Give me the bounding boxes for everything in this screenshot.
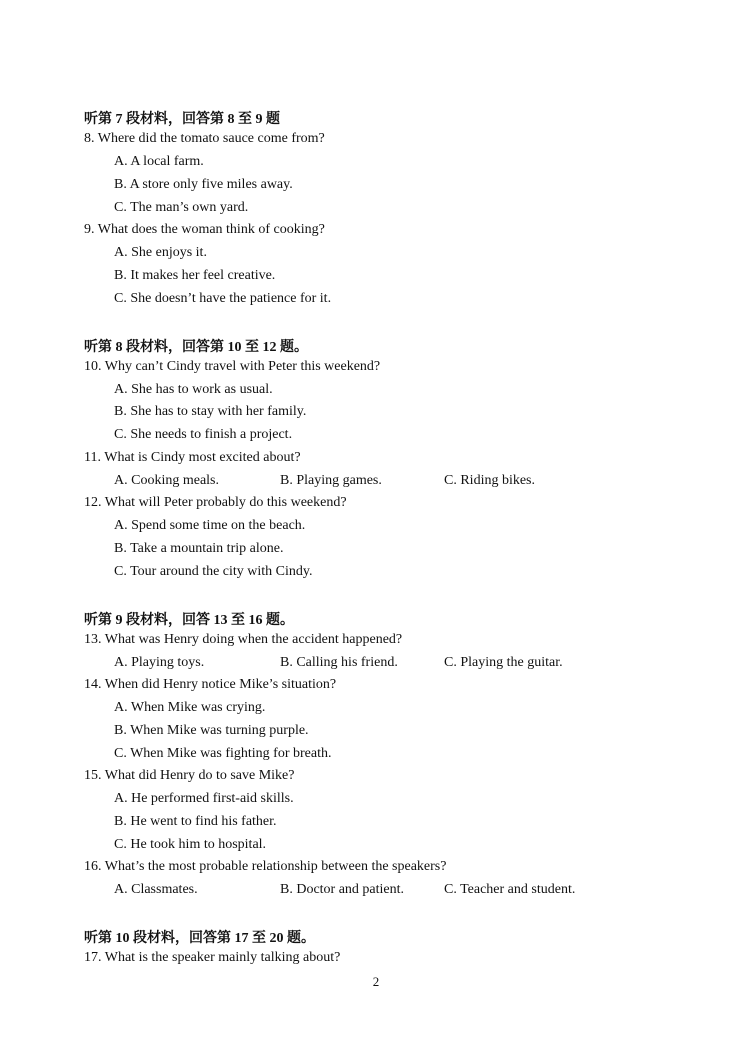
question-15: 15. What did Henry do to save Mike? — [84, 768, 295, 783]
option-15a: A. He performed first-aid skills. — [114, 791, 294, 806]
option-12b: B. Take a mountain trip alone. — [114, 541, 284, 556]
question-16: 16. What’s the most probable relationship between the speakers? — [84, 859, 447, 874]
option-9a: A. She enjoys it. — [114, 245, 207, 260]
option-14a: A. When Mike was crying. — [114, 700, 266, 715]
option-15c: C. He took him to hospital. — [114, 837, 267, 852]
option-13c: C. Playing the guitar. — [444, 655, 563, 670]
page-number: 2 — [372, 974, 380, 989]
option-14c: C. When Mike was fighting for breath. — [114, 746, 332, 761]
option-9c: C. She doesn’t have the patience for it. — [114, 291, 332, 306]
question-9: 9. What does the woman think of cooking? — [84, 222, 325, 237]
section-title-7: 听第 7 段材料，回答第 8 至 9 题 — [84, 112, 280, 127]
section-title-9: 听第 9 段材料，回答 13 至 16 题。 — [84, 613, 294, 628]
option-9b: B. It makes her feel creative. — [114, 268, 276, 283]
option-12a: A. Spend some time on the beach. — [114, 518, 306, 533]
option-10c: C. She needs to finish a project. — [114, 427, 293, 442]
option-11a: A. Cooking meals. — [114, 473, 219, 488]
option-16c: C. Teacher and student. — [444, 882, 576, 897]
option-13b: B. Calling his friend. — [280, 655, 398, 670]
option-10a: A. She has to work as usual. — [114, 382, 273, 397]
option-8a: A. A local farm. — [114, 154, 204, 169]
option-11c: C. Riding bikes. — [444, 473, 536, 488]
question-10: 10. Why can’t Cindy travel with Peter this weekend? — [84, 359, 381, 374]
option-10b: B. She has to stay with her family. — [114, 404, 307, 419]
question-17: 17. What is the speaker mainly talking about? — [84, 950, 341, 965]
option-13a: A. Playing toys. — [114, 655, 205, 670]
option-16a: A. Classmates. — [114, 882, 198, 897]
question-14: 14. When did Henry notice Mike’s situation? — [84, 677, 337, 692]
option-12c: C. Tour around the city with Cindy. — [114, 564, 313, 579]
question-8: 8. Where did the tomato sauce come from? — [84, 131, 325, 146]
question-12: 12. What will Peter probably do this weekend? — [84, 495, 347, 510]
option-11b: B. Playing games. — [280, 473, 382, 488]
option-14b: B. When Mike was turning purple. — [114, 723, 309, 738]
option-15b: B. He went to find his father. — [114, 814, 277, 829]
option-8b: B. A store only five miles away. — [114, 177, 293, 192]
question-11: 11. What is Cindy most excited about? — [84, 450, 301, 465]
question-13: 13. What was Henry doing when the accident happened? — [84, 632, 403, 647]
section-title-10: 听第 10 段材料，回答第 17 至 20 题。 — [84, 931, 315, 946]
section-title-8: 听第 8 段材料，回答第 10 至 12 题。 — [84, 340, 308, 355]
option-8c: C. The man’s own yard. — [114, 200, 249, 215]
option-16b: B. Doctor and patient. — [280, 882, 405, 897]
